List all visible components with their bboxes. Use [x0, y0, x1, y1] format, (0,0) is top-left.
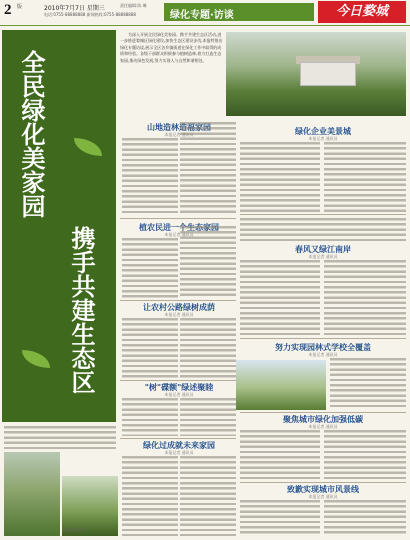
article-body [122, 238, 178, 298]
article-byline: 本报记者 通讯员 [308, 136, 338, 141]
photo-caption: 村落绿化新貌 [64, 528, 85, 532]
article-headline: 聚焦城市绿化加强低碳 [283, 415, 363, 424]
article-headline: 让农村公路绿树成荫 [143, 303, 215, 312]
article-headline: 绿化企业美景城 [295, 127, 351, 136]
intro-text [120, 32, 224, 110]
slogan-banner [2, 30, 116, 422]
article-body [4, 426, 116, 450]
article-body [122, 456, 178, 536]
article-body [324, 142, 406, 212]
article-body [180, 122, 236, 214]
village-photo [4, 452, 60, 536]
article-body [240, 260, 320, 336]
article-body [324, 260, 406, 336]
article-body [324, 500, 406, 536]
article-body [122, 398, 178, 436]
intro-paragraph: 为深入开展全民绿化美家园、携手共建生态区活动,进一步推进婺城区绿化建设,加快生态区建设步伐,本报特推出绿化专题访谈,展示全区各乡镇街道在绿化工作中取得的成绩和经验。各级干部群众积极参与植树造林,着力打造生态家园,推动绿色发展,努力实现人与自然和谐相处。 [120, 32, 223, 63]
article-body [240, 500, 320, 536]
page-number: 2 [4, 2, 12, 18]
article-headline: 致歉实现城市风景线 [287, 485, 359, 494]
slogan-left: 全民绿化美家园 [17, 50, 45, 218]
article-body [240, 218, 406, 242]
leaf-icon [74, 138, 102, 156]
divider [120, 438, 236, 439]
article-byline: 本报记者 通讯员 [164, 132, 194, 137]
article-byline: 本报记者 通讯员 [164, 392, 194, 397]
article-headline: "树"碟额"绿述聚睦 [144, 383, 214, 392]
article-body [180, 318, 236, 378]
divider [120, 380, 236, 381]
divider [120, 218, 236, 219]
article-body [324, 430, 406, 480]
article-byline: 本报记者 通讯员 [164, 312, 194, 317]
article-headline: 春风又绿江南岸 [295, 245, 351, 254]
article-byline: 本报记者 通讯员 [164, 232, 194, 237]
article-body [180, 456, 236, 536]
article-headline: 山地造林造福家园 [147, 123, 211, 132]
article-body [180, 226, 236, 298]
article-headline: 植农民进一个生态家园 [139, 223, 219, 232]
article-byline: 本报记者 通讯员 [308, 494, 338, 499]
masthead [0, 0, 410, 26]
article-body [122, 138, 178, 214]
article-body [330, 358, 406, 410]
article-byline: 本报记者 通讯员 [164, 450, 194, 455]
newspaper-logo: 今日婺城 [318, 1, 406, 23]
dateline: 2010年7月7日 星期三 [44, 5, 105, 12]
article-body [240, 142, 320, 212]
page-tag: 版 [17, 4, 23, 10]
hotline: 电话:0755-88888888 新闻热线:0755-88888888 [44, 12, 136, 17]
leaf-icon [22, 350, 50, 368]
photo-building [300, 62, 356, 86]
article-byline: 本报记者 通讯员 [308, 254, 338, 259]
divider [240, 482, 406, 483]
campus-photo [236, 360, 326, 410]
article-body [240, 430, 320, 480]
article-body [180, 398, 236, 436]
article-headline: 绿化过成就未来家园 [143, 441, 215, 450]
article-body [122, 318, 178, 378]
article-headline: 努力实现园林式学校全覆盖 [275, 343, 371, 352]
divider [240, 412, 406, 413]
divider [120, 300, 236, 301]
article-byline: 本报记者 通讯员 [308, 424, 338, 429]
top-photo [226, 32, 406, 116]
divider [240, 214, 406, 215]
garden-photo [62, 476, 118, 536]
slogan-right: 携手共建生态区 [67, 226, 95, 394]
article-byline: 本报记者 通讯员 [308, 352, 338, 357]
divider [240, 338, 406, 339]
editor-credit: 责任编辑:陈 琳 [120, 3, 147, 8]
section-title: 绿化专题·访谈 [164, 3, 314, 21]
